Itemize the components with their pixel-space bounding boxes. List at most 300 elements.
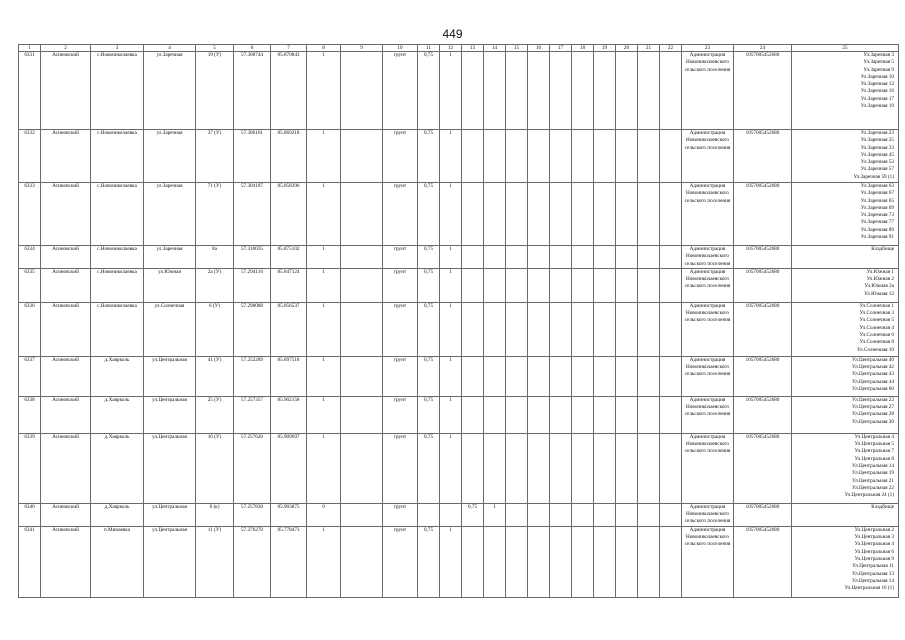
cell-col-2: Асиновский — [41, 356, 91, 396]
cell-col-25 — [792, 246, 899, 269]
cell-col-24: 1057005452680 — [734, 356, 792, 396]
table-row — [19, 526, 899, 597]
cell-col-4: ул.Южная — [144, 268, 196, 302]
cell-col-25 — [792, 302, 899, 356]
owner-line: сельского поселения — [684, 283, 731, 290]
table-row — [19, 246, 899, 269]
address-line: Ул.Заречная 19 — [860, 103, 894, 110]
address-line: Ул.Южная 12 — [864, 290, 894, 297]
owner-line: Новониколаевского — [685, 137, 730, 144]
cell-col-21 — [638, 396, 660, 433]
cell-col-6: 57.306101 — [234, 130, 271, 183]
column-header: 16 — [528, 45, 550, 52]
address-line: Кладбище — [871, 503, 894, 510]
column-header: 8 — [307, 45, 341, 52]
cell-col-3: с.Новониколаевка — [91, 183, 144, 246]
column-header: 5 — [196, 45, 234, 52]
cell-col-7: 85.847124 — [271, 268, 307, 302]
cell-col-12: 1 — [440, 526, 462, 597]
cell-col-19 — [594, 130, 616, 183]
cell-col-15 — [506, 526, 528, 597]
cell-col-16 — [528, 130, 550, 183]
cell-col-20 — [616, 396, 638, 433]
cell-col-12: 1 — [440, 52, 462, 130]
owner-line: Новониколаевского — [685, 441, 730, 448]
owner-line: сельского поселения — [684, 411, 731, 418]
owner-line: Новониколаевского — [685, 59, 730, 66]
cell-col-11: 0,75 — [418, 356, 440, 396]
address-line: Ул.Центральная 22 — [852, 484, 894, 491]
cell-col-21 — [638, 302, 660, 356]
cell-col-5: 6 (У) — [196, 302, 234, 356]
cell-col-12: 1 — [440, 130, 462, 183]
cell-col-18 — [572, 433, 594, 503]
cell-col-2: Асиновский — [41, 396, 91, 433]
cell-col-7: 85.858396 — [271, 183, 307, 246]
cell-col-18 — [572, 302, 594, 356]
cell-col-15 — [506, 356, 528, 396]
table-body — [19, 45, 899, 598]
cell-col-15 — [506, 302, 528, 356]
cell-col-11: 0,75 — [418, 396, 440, 433]
cell-col-23 — [682, 246, 734, 269]
cell-col-2: Асиновский — [41, 433, 91, 503]
cell-col-18 — [572, 52, 594, 130]
address-line: Ул.Центральная 44 — [852, 378, 894, 385]
cell-col-20 — [616, 52, 638, 130]
cell-col-22 — [660, 526, 682, 597]
cell-col-9 — [341, 130, 383, 183]
owner-line: сельского поселения — [684, 541, 731, 548]
cell-col-25 — [792, 130, 899, 183]
cell-col-22 — [660, 130, 682, 183]
cell-col-24: 1057005452680 — [734, 183, 792, 246]
cell-col-15 — [506, 396, 528, 433]
owner-line: сельского поселения — [684, 144, 731, 151]
cell-col-6: 57.252289 — [234, 356, 271, 396]
cell-col-12: 1 — [440, 356, 462, 396]
cell-col-9 — [341, 503, 383, 526]
cell-col-12: 1 — [440, 183, 462, 246]
column-header: 14 — [484, 45, 506, 52]
cell-col-15 — [506, 268, 528, 302]
cell-col-2: Асиновский — [41, 246, 91, 269]
cell-col-8: 1 — [307, 52, 341, 130]
cell-col-2: Асиновский — [41, 130, 91, 183]
cell-col-21 — [638, 130, 660, 183]
address-line: Ул.Центральная 11 — [852, 563, 894, 570]
cell-col-16 — [528, 356, 550, 396]
cell-col-24: 1057005452680 — [734, 268, 792, 302]
cell-col-19 — [594, 183, 616, 246]
table-row — [19, 52, 899, 130]
cell-col-3: д.Хаярколь — [91, 433, 144, 503]
cell-col-21 — [638, 246, 660, 269]
cell-col-22 — [660, 183, 682, 246]
cell-col-3: д.Хаярколь — [91, 356, 144, 396]
cell-col-20 — [616, 246, 638, 269]
address-line: Ул.Заречная 53 — [860, 159, 894, 166]
address-line: Ул.Заречная 59 (1) — [853, 173, 894, 180]
cell-col-18 — [572, 130, 594, 183]
cell-col-17 — [550, 356, 572, 396]
cell-col-4: ул.Заречная — [144, 246, 196, 269]
cell-col-6: 57.298088 — [234, 302, 271, 356]
cell-col-3: д.Хаярколь — [91, 503, 144, 526]
cell-col-7: 85.856537 — [271, 302, 307, 356]
address-line: Ул.Заречная 17 — [860, 95, 894, 102]
cell-col-22 — [660, 268, 682, 302]
cell-col-10: грунт — [383, 130, 418, 183]
cell-col-18 — [572, 526, 594, 597]
cell-col-22 — [660, 52, 682, 130]
cell-col-6: 57.257357 — [234, 396, 271, 433]
cell-col-14 — [484, 433, 506, 503]
address-line: Ул.Солнечная 6 — [859, 332, 894, 339]
cell-col-23 — [682, 302, 734, 356]
owner-line: Администрация — [689, 356, 726, 363]
table-row — [19, 130, 899, 183]
cell-col-23 — [682, 356, 734, 396]
cell-col-17 — [550, 52, 572, 130]
table-row — [19, 356, 899, 396]
cell-col-1: 6331 — [19, 52, 41, 130]
cell-col-8: 1 — [307, 302, 341, 356]
cell-col-16 — [528, 526, 550, 597]
address-line: Ул.Солнечная 5 — [859, 317, 894, 324]
column-header: 7 — [271, 45, 307, 52]
address-line: Ул.Заречная 91 — [860, 234, 894, 241]
cell-col-25 — [792, 396, 899, 433]
address-line: Ул.Центральная 14 — [852, 577, 894, 584]
cell-col-11: 0,75 — [418, 130, 440, 183]
address-line: Ул.Центральная 9 — [854, 555, 894, 562]
cell-col-13 — [462, 268, 484, 302]
cell-col-12: 1 — [440, 433, 462, 503]
owner-line: Новониколаевского — [685, 534, 730, 541]
cell-col-13 — [462, 183, 484, 246]
owner-line: Новониколаевского — [685, 404, 730, 411]
address-line: Ул.Южная 1 — [866, 268, 894, 275]
cell-col-13 — [462, 52, 484, 130]
cell-col-1: 6341 — [19, 526, 41, 597]
cell-col-4: ул.Центральная — [144, 503, 196, 526]
cell-col-17 — [550, 302, 572, 356]
cell-col-21 — [638, 503, 660, 526]
address-line: Ул.Центральная 3 — [854, 534, 894, 541]
address-line: Ул.Заречная 23 — [860, 130, 894, 136]
column-header: 11 — [418, 45, 440, 52]
cell-col-11: 0,75 — [418, 183, 440, 246]
address-line: Ул.Центральная 40 — [852, 356, 894, 363]
cell-col-12: 1 — [440, 246, 462, 269]
column-header: 23 — [682, 45, 734, 52]
cell-col-6: 57.257620 — [234, 433, 271, 503]
owner-line: Администрация — [689, 246, 726, 252]
owner-line: Новониколаевского — [685, 190, 730, 197]
cell-col-21 — [638, 52, 660, 130]
owner-line: Администрация — [689, 302, 726, 309]
cell-col-10: грунт — [383, 396, 418, 433]
address-line: Ул.Солнечная 3 — [859, 310, 894, 317]
cell-col-10: грунт — [383, 356, 418, 396]
cell-col-12: 1 — [440, 396, 462, 433]
column-header: 12 — [440, 45, 462, 52]
column-header: 25 — [792, 45, 899, 52]
cell-col-15 — [506, 503, 528, 526]
address-line: Ул.Солнечная 1 — [859, 302, 894, 309]
cell-col-17 — [550, 183, 572, 246]
cell-col-11: 0,75 — [418, 52, 440, 130]
cell-col-25 — [792, 183, 899, 246]
cell-col-23 — [682, 183, 734, 246]
cell-col-19 — [594, 356, 616, 396]
owner-line: Администрация — [689, 503, 726, 510]
cell-col-11: 0,75 — [418, 526, 440, 597]
cell-col-14 — [484, 268, 506, 302]
cell-col-22 — [660, 302, 682, 356]
address-line: Ул.Заречная 5 — [863, 59, 894, 66]
cell-col-2: Асиновский — [41, 268, 91, 302]
cell-col-15 — [506, 130, 528, 183]
cell-col-24: 1057005452680 — [734, 302, 792, 356]
cell-col-9 — [341, 268, 383, 302]
cell-col-20 — [616, 356, 638, 396]
cell-col-18 — [572, 503, 594, 526]
cell-col-9 — [341, 526, 383, 597]
cell-col-12: 1 — [440, 302, 462, 356]
address-line: Ул.Центральная 28 — [852, 411, 894, 418]
cell-col-21 — [638, 356, 660, 396]
cell-col-14 — [484, 526, 506, 597]
cell-col-7: 85.869218 — [271, 130, 307, 183]
address-line: Ул.Заречная 16 — [860, 88, 894, 95]
cell-col-1: 6334 — [19, 246, 41, 269]
owner-line: Администрация — [689, 52, 726, 58]
cell-col-24: 1057005452680 — [734, 52, 792, 130]
cell-col-8: 0 — [307, 503, 341, 526]
address-line: Ул.Центральная 30 — [852, 418, 894, 425]
cell-col-10: грунт — [383, 302, 418, 356]
cell-col-10: грунт — [383, 268, 418, 302]
cell-col-19 — [594, 526, 616, 597]
column-header: 4 — [144, 45, 196, 52]
cell-col-4: ул.Заречная — [144, 130, 196, 183]
cell-col-2: Асиновский — [41, 526, 91, 597]
cell-col-12 — [440, 503, 462, 526]
cell-col-5: 6 (к) — [196, 503, 234, 526]
address-line: Ул.Центральная 42 — [852, 364, 894, 371]
column-header: 20 — [616, 45, 638, 52]
cell-col-20 — [616, 526, 638, 597]
cell-col-7: 85.903875 — [271, 503, 307, 526]
cell-col-8: 1 — [307, 268, 341, 302]
owner-line: сельского поселения — [684, 66, 731, 73]
column-header: 13 — [462, 45, 484, 52]
address-line: Ул.Центральная 13 — [852, 570, 894, 577]
cell-col-5: 19 (У) — [196, 52, 234, 130]
cell-col-5: 8а — [196, 246, 234, 269]
column-header: 21 — [638, 45, 660, 52]
cell-col-21 — [638, 433, 660, 503]
address-line: Ул.Центральная 21 — [852, 477, 894, 484]
cell-col-19 — [594, 246, 616, 269]
address-line: Ул.Заречная 65 — [860, 197, 894, 204]
cell-col-10: грунт — [383, 246, 418, 269]
cell-col-14 — [484, 183, 506, 246]
column-header: 22 — [660, 45, 682, 52]
owner-line: Администрация — [689, 526, 726, 533]
cell-col-14 — [484, 302, 506, 356]
cell-col-5: 2а (У) — [196, 268, 234, 302]
address-line: Ул.Заречная 67 — [860, 190, 894, 197]
cell-col-16 — [528, 503, 550, 526]
address-line: Ул.Центральная 24 (1) — [844, 492, 894, 499]
cell-col-6: 57.308744 — [234, 52, 271, 130]
cell-col-25 — [792, 526, 899, 597]
cell-col-19 — [594, 302, 616, 356]
cell-col-6: 57.276270 — [234, 526, 271, 597]
cell-col-17 — [550, 503, 572, 526]
address-line: Ул.Солнечная 8 — [859, 339, 894, 346]
cell-col-24: 1057005452680 — [734, 396, 792, 433]
column-header: 2 — [41, 45, 91, 52]
cell-col-10: грунт — [383, 503, 418, 526]
cell-col-5: 16 (У) — [196, 433, 234, 503]
cell-col-13 — [462, 130, 484, 183]
address-line: Кладбище — [871, 246, 894, 252]
cell-col-10: грунт — [383, 52, 418, 130]
cell-col-14 — [484, 246, 506, 269]
cell-col-18 — [572, 246, 594, 269]
cell-col-19 — [594, 503, 616, 526]
cell-col-23 — [682, 130, 734, 183]
cell-col-22 — [660, 396, 682, 433]
cell-col-9 — [341, 396, 383, 433]
cell-col-9 — [341, 433, 383, 503]
cell-col-8: 1 — [307, 356, 341, 396]
address-line: Ул.Центральная 2 — [854, 526, 894, 533]
cell-col-19 — [594, 52, 616, 130]
address-line: Ул.Центральная 5 — [854, 441, 894, 448]
cell-col-9 — [341, 183, 383, 246]
table-row — [19, 503, 899, 526]
cell-col-13 — [462, 302, 484, 356]
cell-col-3: д.Хаярколь — [91, 396, 144, 433]
cell-col-12: 1 — [440, 268, 462, 302]
address-line: Ул.Центральная 22 — [852, 396, 894, 403]
cell-col-18 — [572, 268, 594, 302]
address-line: Ул.Центральная 16 (1) — [844, 585, 894, 592]
cell-col-24: 1057005452680 — [734, 130, 792, 183]
owner-line: сельского поселения — [684, 260, 731, 267]
cell-col-25 — [792, 356, 899, 396]
cell-col-2: Асиновский — [41, 183, 91, 246]
cell-col-4: ул.Заречная — [144, 52, 196, 130]
cell-col-8: 1 — [307, 183, 341, 246]
cell-col-5: 71 (У) — [196, 183, 234, 246]
address-line: Ул.Заречная 45 — [860, 151, 894, 158]
cell-col-15 — [506, 433, 528, 503]
cell-col-8: 1 — [307, 130, 341, 183]
owner-line: сельского поселения — [684, 371, 731, 378]
cell-col-3: с.Новониколаевка — [91, 130, 144, 183]
cell-col-22 — [660, 433, 682, 503]
cell-col-1: 6335 — [19, 268, 41, 302]
cell-col-1: 6336 — [19, 302, 41, 356]
owner-line: сельского поселения — [684, 317, 731, 324]
cell-col-16 — [528, 268, 550, 302]
cell-col-16 — [528, 302, 550, 356]
cell-col-8: 1 — [307, 396, 341, 433]
cell-col-14 — [484, 130, 506, 183]
cell-col-19 — [594, 268, 616, 302]
cell-col-8: 1 — [307, 526, 341, 597]
cell-col-4: ул.Центральная — [144, 356, 196, 396]
cell-col-20 — [616, 183, 638, 246]
cell-col-18 — [572, 183, 594, 246]
cell-col-14: 1 — [484, 503, 506, 526]
cell-col-5: 25 (У) — [196, 396, 234, 433]
address-line: Ул.Заречная 89 — [860, 226, 894, 233]
cell-col-4: ул.Центральная — [144, 526, 196, 597]
cell-col-11: 0,75 — [418, 268, 440, 302]
cell-col-13 — [462, 526, 484, 597]
cell-col-4: ул.Солнечная — [144, 302, 196, 356]
cell-col-3: с.Новониколаевка — [91, 268, 144, 302]
address-line: Ул.Центральная 14 — [852, 463, 894, 470]
cell-col-13: 0,75 — [462, 503, 484, 526]
column-header: 3 — [91, 45, 144, 52]
registry-table — [18, 44, 899, 598]
cell-col-19 — [594, 396, 616, 433]
cell-col-10: грунт — [383, 433, 418, 503]
owner-line: Новониколаевского — [685, 276, 730, 283]
cell-col-18 — [572, 356, 594, 396]
cell-col-20 — [616, 130, 638, 183]
cell-col-23 — [682, 268, 734, 302]
table-row — [19, 302, 899, 356]
column-header: 10 — [383, 45, 418, 52]
cell-col-2: Асиновский — [41, 52, 91, 130]
address-line: Ул.Заречная 69 — [860, 204, 894, 211]
cell-col-13 — [462, 396, 484, 433]
cell-col-24: 1057005452680 — [734, 503, 792, 526]
page-number: 449 — [442, 27, 463, 41]
cell-col-25 — [792, 503, 899, 526]
cell-col-6: 57.294116 — [234, 268, 271, 302]
cell-col-17 — [550, 433, 572, 503]
cell-col-13 — [462, 246, 484, 269]
address-line: Ул.Заречная 10 — [860, 73, 894, 80]
owner-line: Администрация — [689, 268, 726, 275]
cell-col-15 — [506, 246, 528, 269]
address-line: Ул.Южная 2 — [866, 276, 894, 283]
address-line: Ул.Центральная 19 — [852, 470, 894, 477]
table-row — [19, 268, 899, 302]
cell-col-24: 1057005452680 — [734, 246, 792, 269]
cell-col-2: Асиновский — [41, 302, 91, 356]
cell-col-8: 1 — [307, 246, 341, 269]
cell-col-7: 85.909697 — [271, 433, 307, 503]
cell-col-1: 6340 — [19, 503, 41, 526]
address-line: Ул.Центральная 60 — [852, 386, 894, 393]
cell-col-15 — [506, 183, 528, 246]
table-row — [19, 433, 899, 503]
cell-col-6: 57.310035 — [234, 246, 271, 269]
address-line: Ул.Центральная 8 — [854, 455, 894, 462]
address-line: Ул.Заречная 12 — [860, 81, 894, 88]
